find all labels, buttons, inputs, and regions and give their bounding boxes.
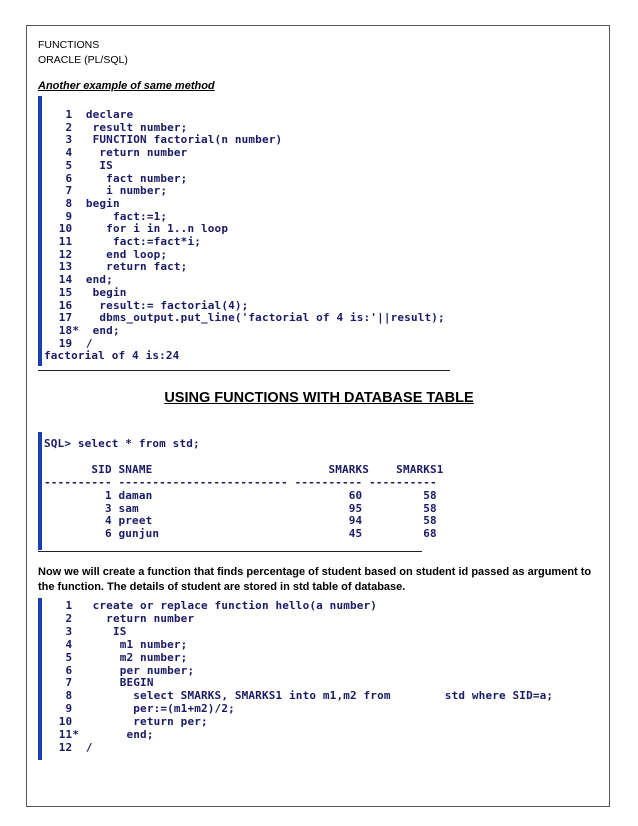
code-line: 2 return number [52, 611, 195, 625]
code-line: 8 begin [52, 196, 120, 210]
code-line: 12 end loop; [52, 247, 168, 261]
example-subtitle: Another example of same method [38, 80, 215, 92]
query-line: SQL> select * from std; [44, 437, 200, 450]
code-line: 17 dbms_output.put_line('factorial of 4 is:'||result); [52, 311, 445, 325]
query-line: 6 gunjun 45 68 [44, 527, 437, 541]
query-line: 4 preet 94 58 [44, 514, 437, 528]
code-line: 11* end; [52, 728, 154, 741]
code-block-hello [38, 598, 554, 760]
code-line: 14 end; [52, 273, 113, 287]
code-line: 5 m2 number; [52, 650, 188, 664]
code-line: 7 BEGIN [52, 676, 154, 690]
code-line: 15 begin [52, 285, 127, 299]
code-line: 6 fact number; [52, 171, 188, 185]
code-line: 9 fact:=1; [52, 209, 168, 223]
code-line: 10 for i in 1..n loop [52, 222, 229, 236]
code-line: 3 IS [52, 624, 127, 638]
code-line: 5 IS [52, 158, 113, 172]
query-result-block [38, 432, 444, 550]
code-line: 3 FUNCTION factorial(n number) [52, 133, 283, 147]
section-heading: USING FUNCTIONS WITH DATABASE TABLE [164, 390, 474, 406]
code-line: 1 declare [52, 108, 134, 121]
code-line: 6 per number; [52, 663, 195, 677]
query-line: 3 sam 95 58 [44, 501, 437, 515]
header-subtitle: ORACLE (PL/SQL) [38, 54, 128, 66]
output-line: factorial of 4 is:24 [44, 349, 180, 363]
code-line: 13 return fact; [52, 260, 188, 274]
code-line: 11 fact:=fact*i; [52, 235, 201, 248]
query-result-underline [38, 551, 422, 552]
code-line: 4 return number [52, 146, 188, 160]
code-line: 19 / [52, 336, 93, 350]
code-block-factorial [38, 96, 450, 366]
code-line: 4 m1 number; [52, 637, 188, 651]
code-line: 8 select SMARKS, SMARKS1 into m1,m2 from std where SID=a; [52, 689, 554, 703]
code-line: 9 per:=(m1+m2)/2; [52, 702, 235, 716]
code-line: 18* end; [52, 323, 120, 337]
header-title: FUNCTIONS [38, 39, 100, 51]
code-line: 12 / [52, 740, 93, 754]
code-line: 16 result:= factorial(4); [52, 298, 249, 312]
query-line: 1 daman 60 58 [44, 488, 437, 502]
query-line: SID SNAME SMARKS SMARKS1 [44, 462, 444, 476]
code-block-factorial-underline [38, 370, 450, 371]
code-line: 10 return per; [52, 715, 208, 729]
code-line: 1 create or replace function hello(a number) [52, 599, 378, 612]
description-paragraph: Now we will create a function that finds percentage of student based on student id passed as argument to the function. The details of student are stored in std table of database. [38, 566, 592, 593]
code-line: 7 i number; [52, 184, 168, 198]
code-line: 2 result number; [52, 120, 188, 134]
query-line: ---------- ------------------------- ---------- ---------- [44, 475, 437, 489]
